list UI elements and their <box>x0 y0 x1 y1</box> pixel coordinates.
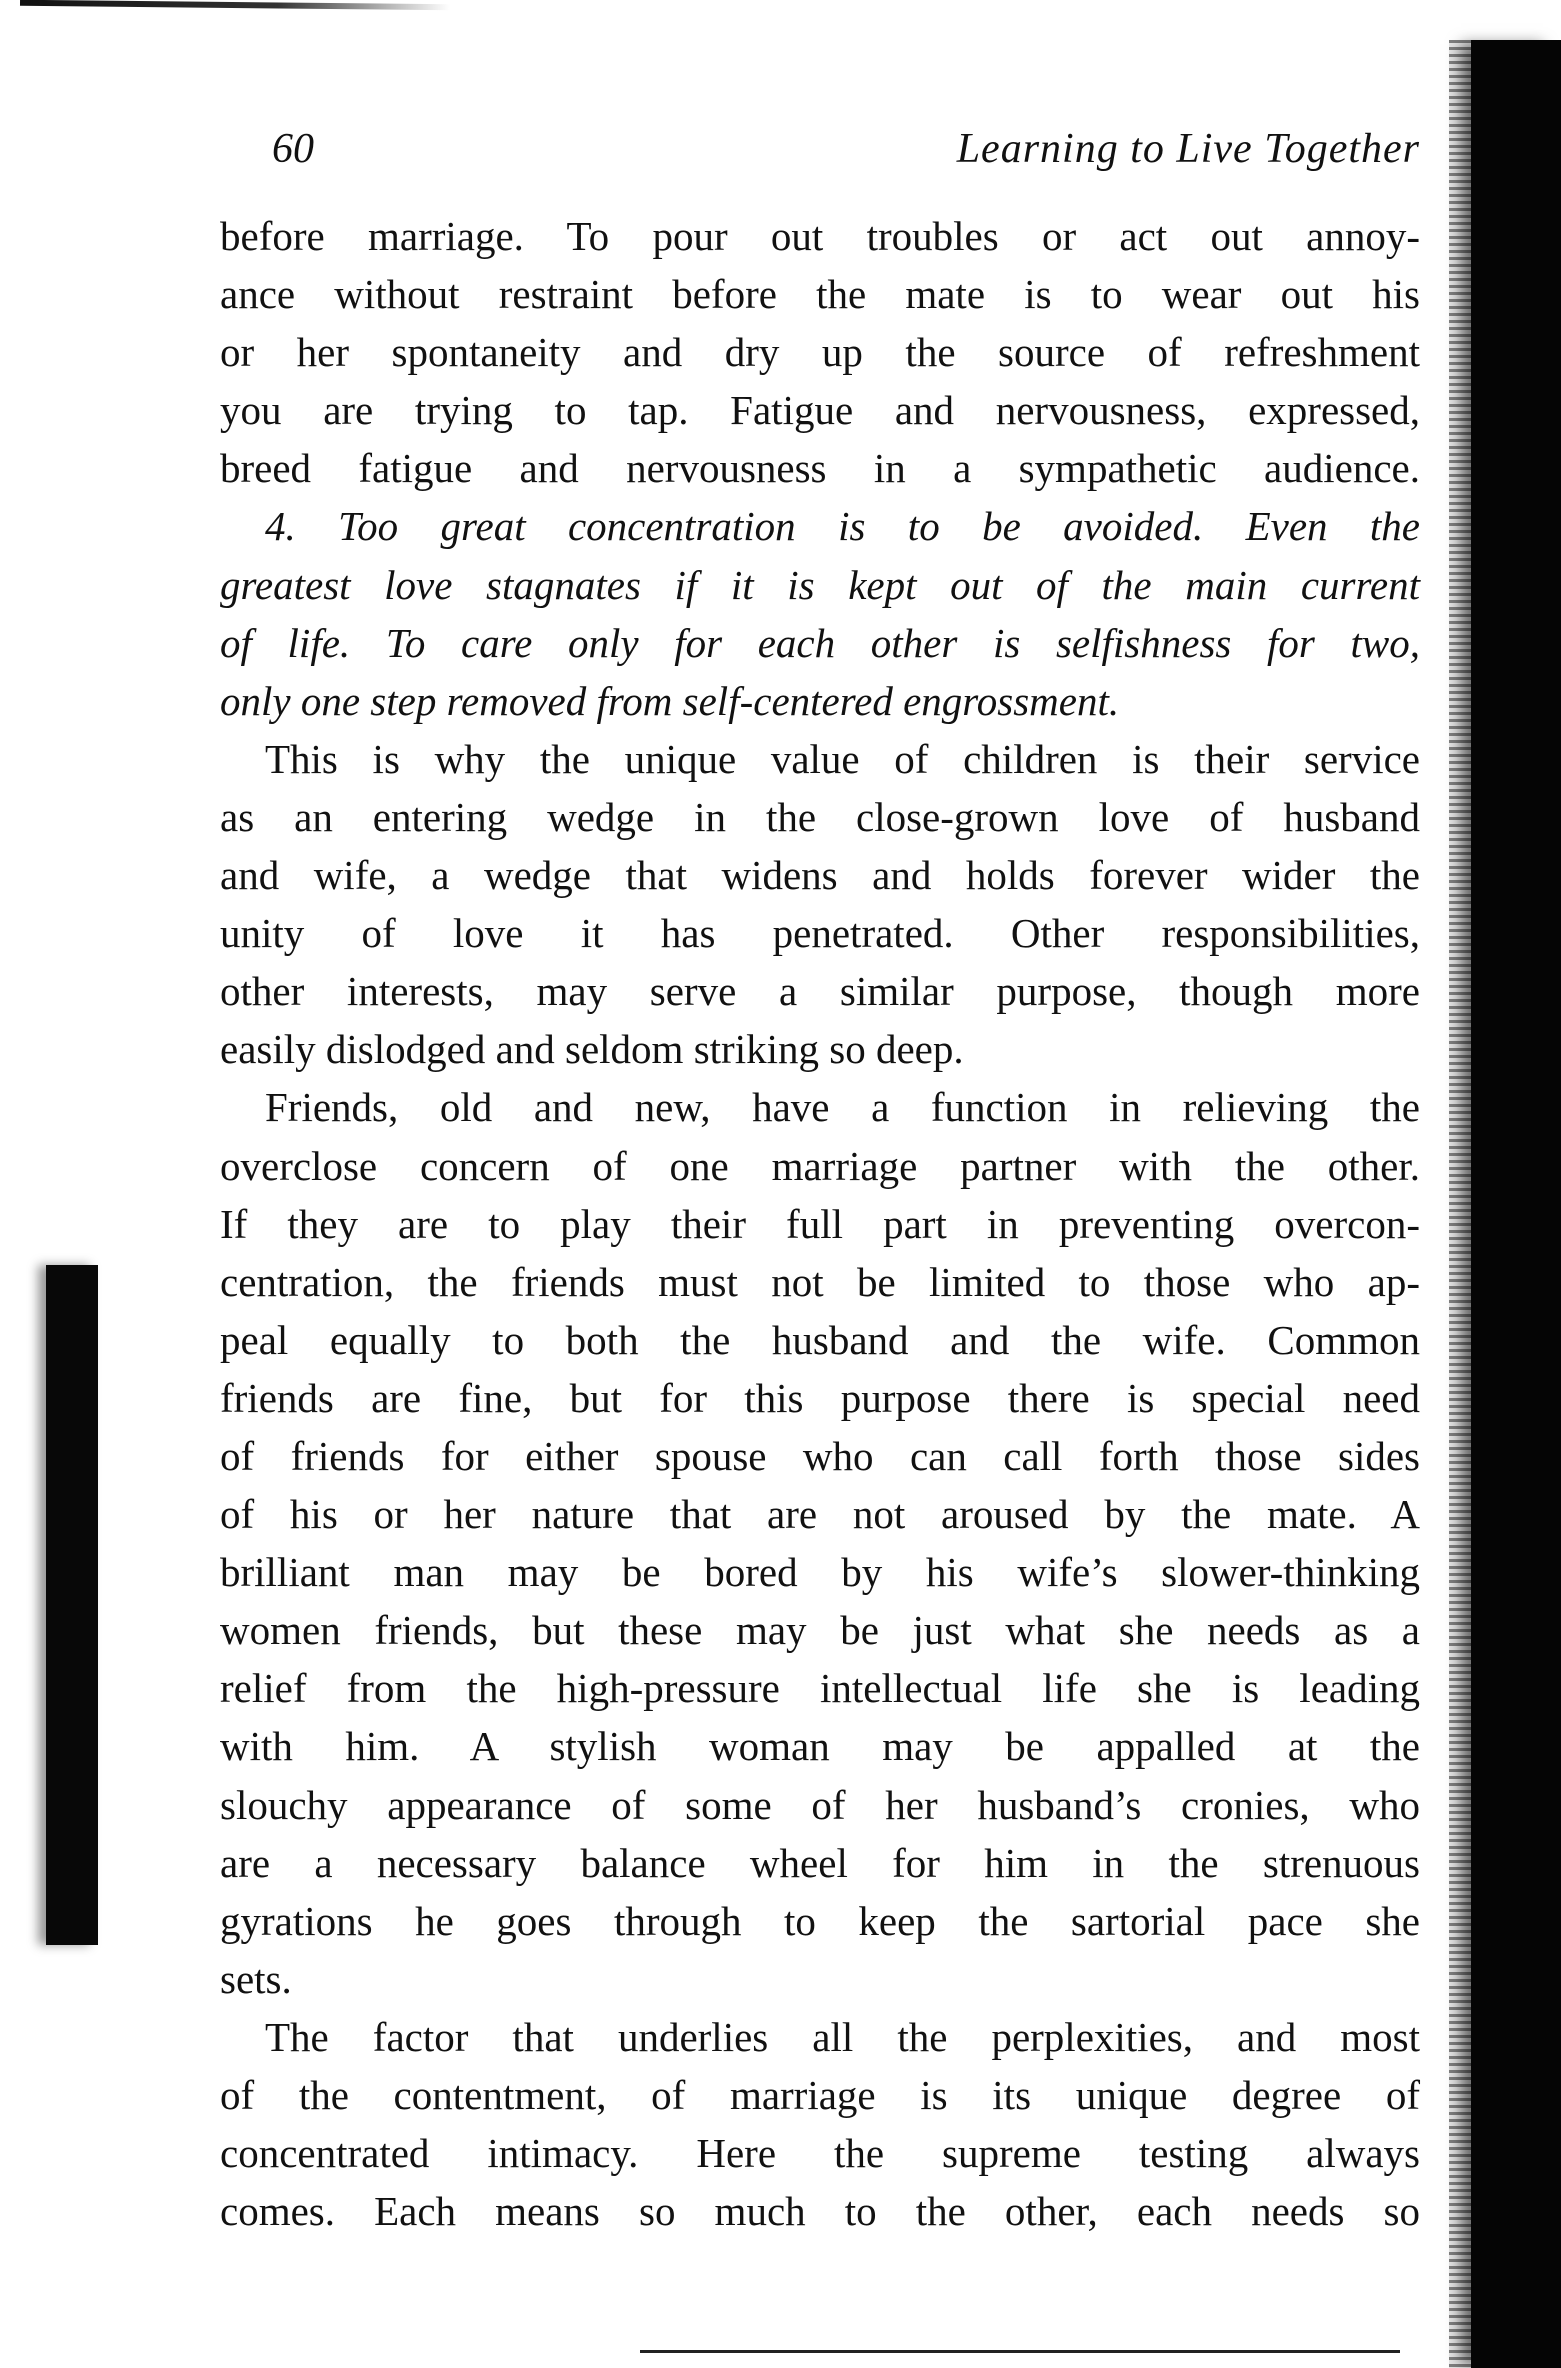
text-line: other interests, may serve a similar purpose, though more <box>220 968 1420 1015</box>
scan-bottom-edge <box>640 2350 1400 2353</box>
text-line: 4. Too great concentration is to be avoided. Even the <box>265 503 1420 550</box>
text-line: only one step removed from self-centered engrossment. <box>220 677 1120 724</box>
text-line: sets. <box>220 1955 292 2002</box>
text-line: peal equally to both the husband and the wife. Common <box>220 1316 1420 1363</box>
scan-smudge <box>46 1265 98 1945</box>
text-line: before marriage. To pour out troubles or act out annoy- <box>220 213 1420 259</box>
text-line: women friends, but these may be just what she needs as a <box>220 1607 1420 1654</box>
text-line: of the contentment, of marriage is its unique degree of <box>220 2072 1420 2118</box>
text-line: centration, the friends must not be limited to those who ap- <box>220 1258 1420 1305</box>
text-line: ance without restraint before the mate is to wear out his <box>220 271 1420 318</box>
text-line: breed fatigue and nervousness in a sympathetic audience. <box>220 445 1420 492</box>
text-line: brilliant man may be bored by his wife’s slower-thinking <box>220 1549 1420 1596</box>
text-line: friends are fine, but for this purpose there is special need <box>220 1374 1420 1421</box>
page-number: 60 <box>272 126 314 172</box>
body-text <box>220 207 1420 2240</box>
text-line: The factor that underlies all the perplexities, and most <box>265 2013 1420 2060</box>
text-line: are a necessary balance wheel for him in the strenuous <box>220 1839 1420 1886</box>
text-line: easily dislodged and seldom striking so deep. <box>220 1026 964 1073</box>
text-line: and wife, a wedge that widens and holds forever wider the <box>220 852 1420 899</box>
text-line: or her spontaneity and dry up the source of refreshment <box>220 329 1420 376</box>
text-line: overclose concern of one marriage partner with the other. <box>220 1142 1420 1189</box>
text-line: of friends for either spouse who can call forth those sides <box>220 1432 1420 1479</box>
text-line: concentrated intimacy. Here the supreme testing always <box>220 2130 1420 2177</box>
text-line: with him. A stylish woman may be appalled at the <box>220 1723 1420 1770</box>
text-line: of his or her nature that are not aroused by the mate. A <box>220 1491 1420 1538</box>
text-line: gyrations he goes through to keep the sartorial pace she <box>220 1897 1420 1944</box>
running-head: Learning to Live Together <box>956 126 1420 172</box>
text-line: unity of love it has penetrated. Other responsibilities, <box>220 910 1420 957</box>
text-line: This is why the unique value of children is their service <box>265 735 1420 782</box>
text-line: of life. To care only for each other is selfishness for two, <box>220 619 1420 666</box>
text-line: If they are to play their full part in preventing overcon- <box>220 1200 1420 1247</box>
text-line: slouchy appearance of some of her husband’s cronies, who <box>220 1781 1420 1828</box>
text-line: you are trying to tap. Fatigue and nervousness, expressed, <box>220 387 1420 434</box>
text-line: comes. Each means so much to the other, each needs so <box>220 2188 1420 2235</box>
scan-binding-shadow <box>1471 40 1561 2368</box>
text-line: greatest love stagnates if it is kept out of the main current <box>220 561 1420 608</box>
text-line: relief from the high-pressure intellectual life she is leading <box>220 1665 1420 1712</box>
text-line: Friends, old and new, have a function in relieving the <box>265 1084 1420 1131</box>
page-header <box>272 125 1420 185</box>
scan-edge-line <box>20 0 450 10</box>
text-line: as an entering wedge in the close-grown love of husband <box>220 793 1420 840</box>
